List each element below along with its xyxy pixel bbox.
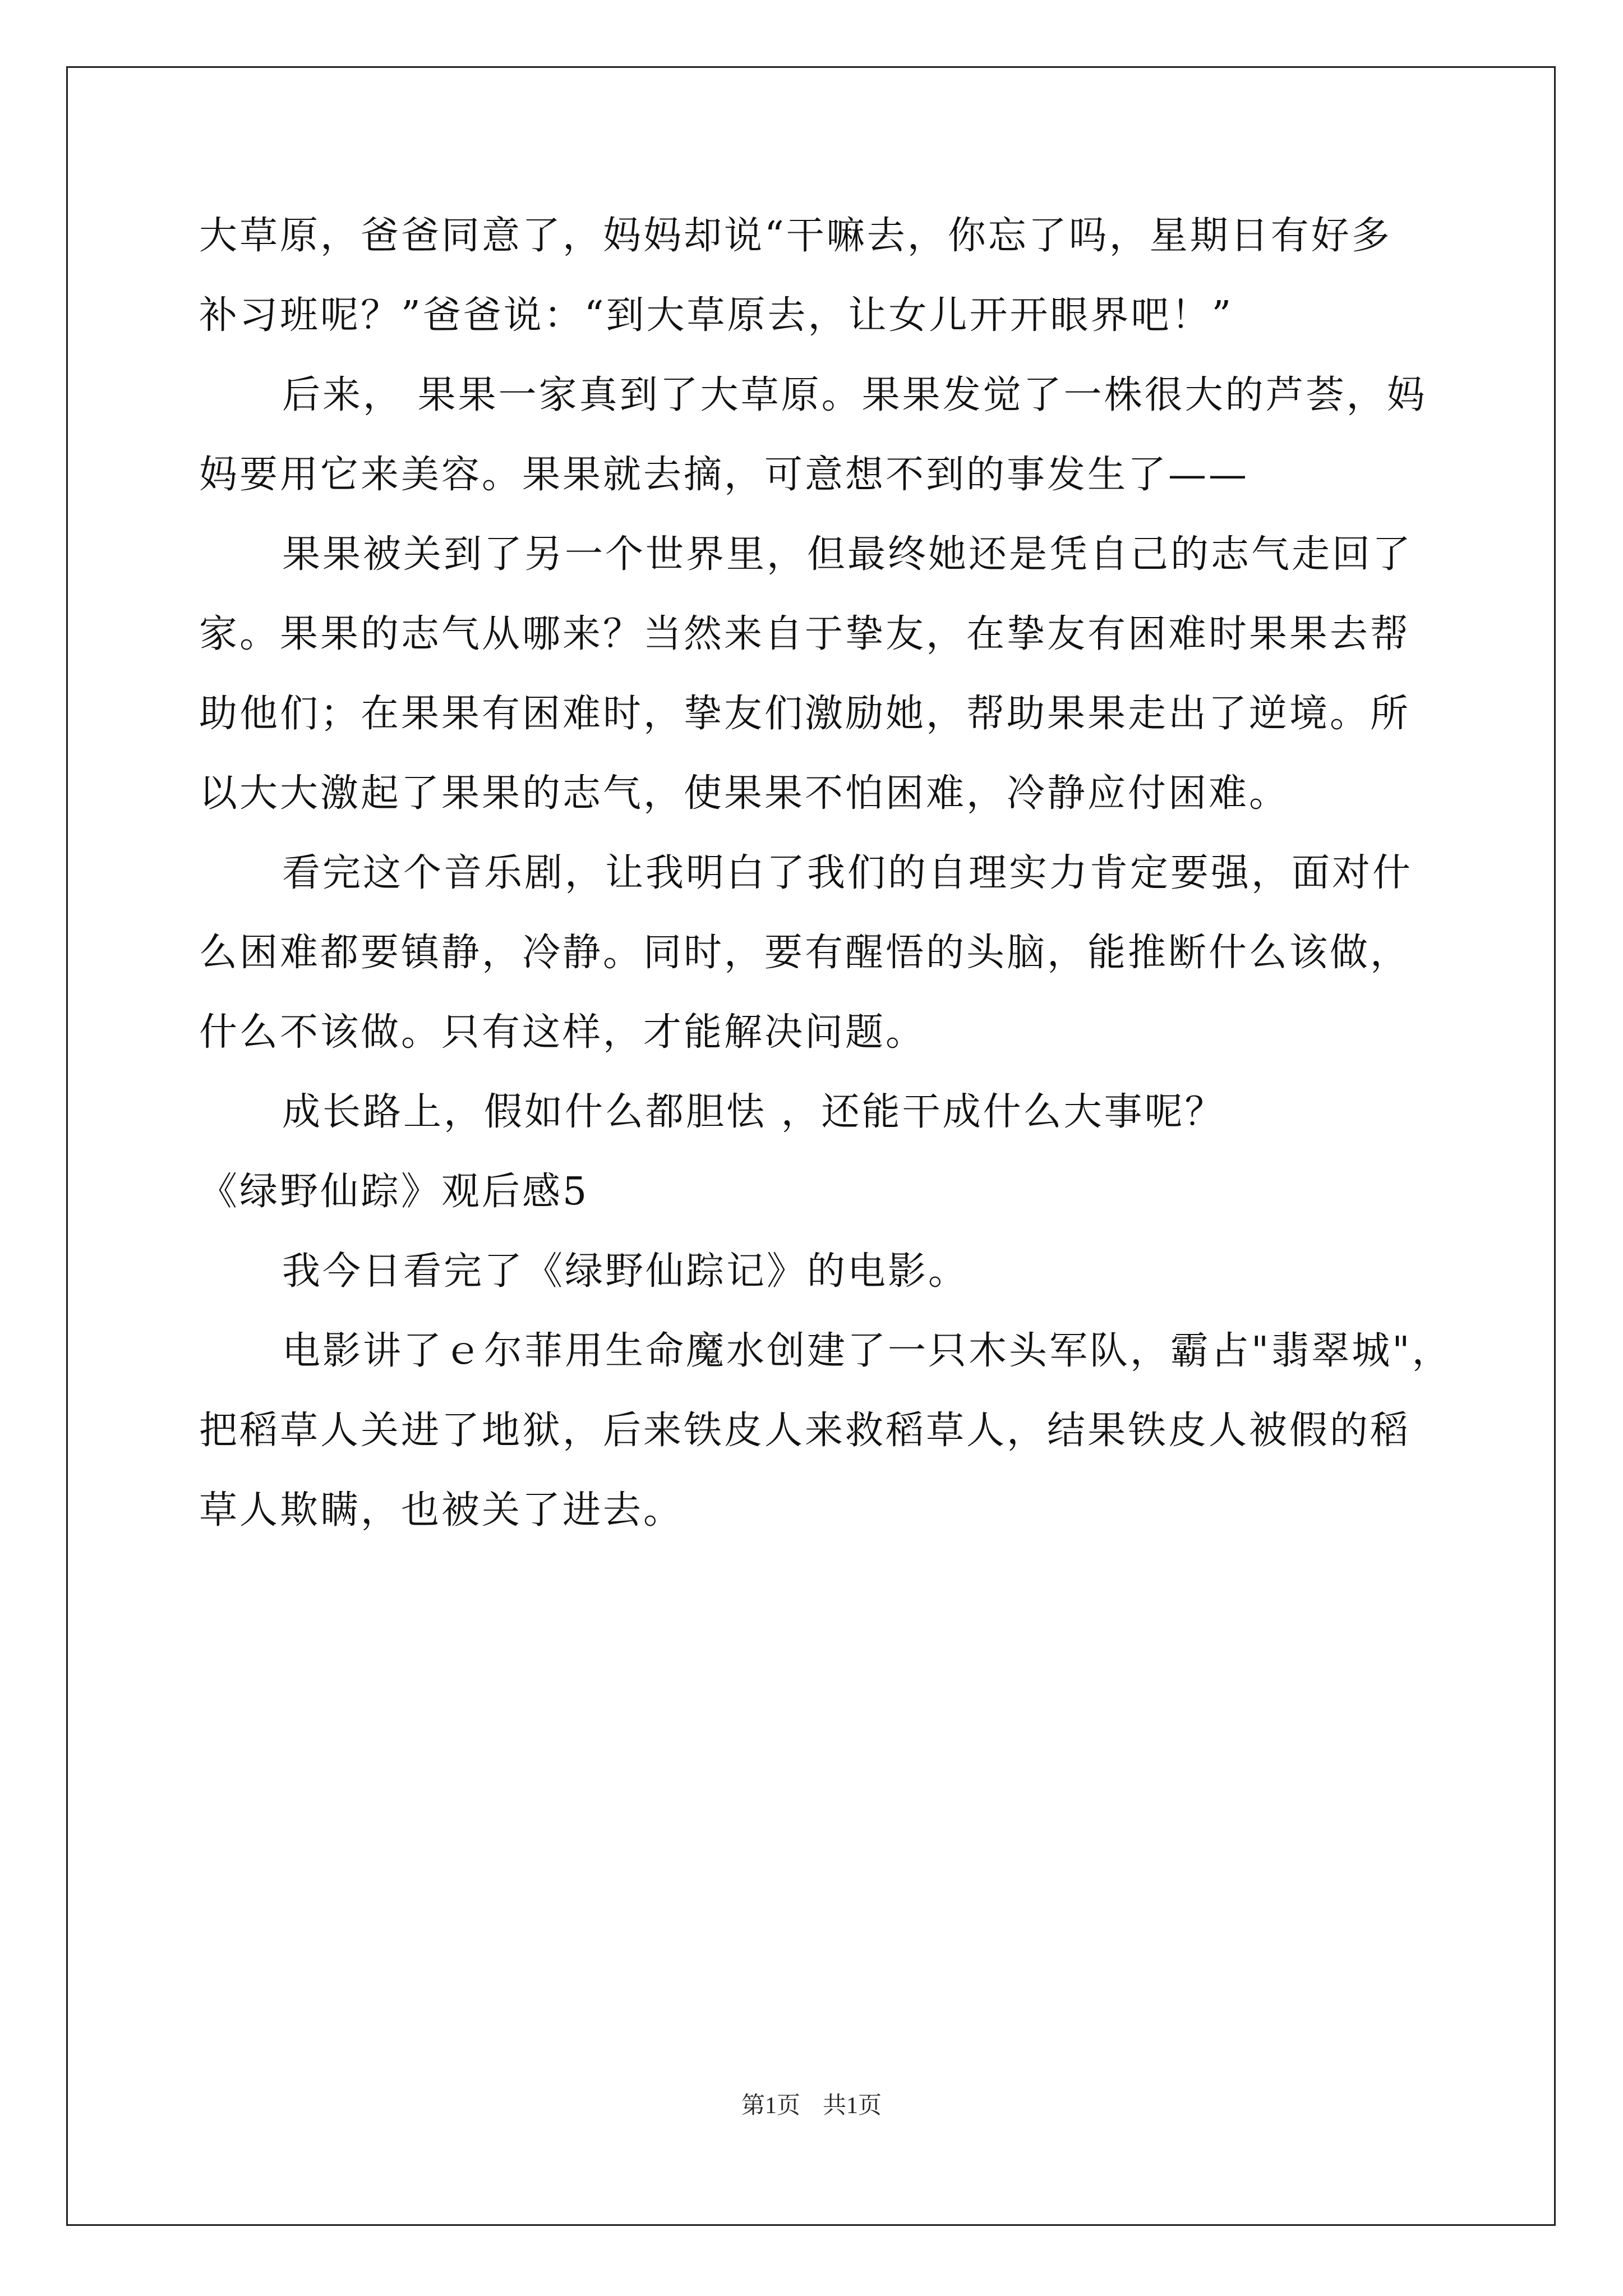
text-line-5: 果果被关到了另一个世界里，但最终她还是凭自己的志气走回了	[282, 532, 1413, 577]
page-total: 共1页	[823, 2093, 882, 2119]
text-line-7: 助他们；在果果有困难时，挚友们激励她，帮助果果走出了逆境。所	[199, 692, 1411, 736]
text-line-15: 电影讲了ｅ尔菲用生命魔水创建了一只木头军队，霸占"翡翠城"，	[282, 1329, 1453, 1373]
text-line-3: 后来， 果果一家真到了大草原。果果发觉了一株很大的芦荟，妈	[282, 373, 1427, 417]
text-line-14: 我今日看完了《绿野仙踪记》的电影。	[282, 1249, 969, 1294]
section-heading: 《绿野仙踪》观后感5	[199, 1170, 589, 1214]
text-line-10: 么困难都要镇静，冷静。同时，要有醒悟的头脑，能推断什么该做，	[199, 931, 1411, 975]
text-line-9: 看完这个音乐剧，让我明白了我们的自理实力肯定要强，面对什	[282, 851, 1413, 895]
text-line-4: 妈要用它来美容。果果就去摘，可意想不到的事发生了——	[199, 453, 1249, 497]
text-line-16: 把稻草人关进了地狱，后来铁皮人来救稻草人，结果铁皮人被假的稻	[199, 1409, 1411, 1453]
page-number: 第1页	[741, 2093, 800, 2119]
text-line-11: 什么不该做。只有这样，才能解决问题。	[199, 1010, 926, 1055]
text-line-6: 家。果果的志气从哪来？当然来自于挚友，在挚友有困难时果果去帮	[199, 612, 1411, 656]
text-line-1: 大草原，爸爸同意了，妈妈却说“干嘛去，你忘了吗，星期日有好多	[199, 214, 1392, 258]
page-footer	[0, 2087, 1623, 2120]
text-line-8: 以大大激起了果果的志气，使果果不怕困难，冷静应付困难。	[199, 771, 1290, 816]
document-body	[199, 196, 1453, 1550]
text-line-17: 草人欺瞒，也被关了进去。	[199, 1488, 684, 1533]
text-line-2: 补习班呢？”爸爸说：“到大草原去，让女儿开开眼界吧！”	[199, 293, 1234, 338]
text-line-12: 成长路上，假如什么都胆怯 ，还能干成什么大事呢？	[282, 1090, 1225, 1134]
